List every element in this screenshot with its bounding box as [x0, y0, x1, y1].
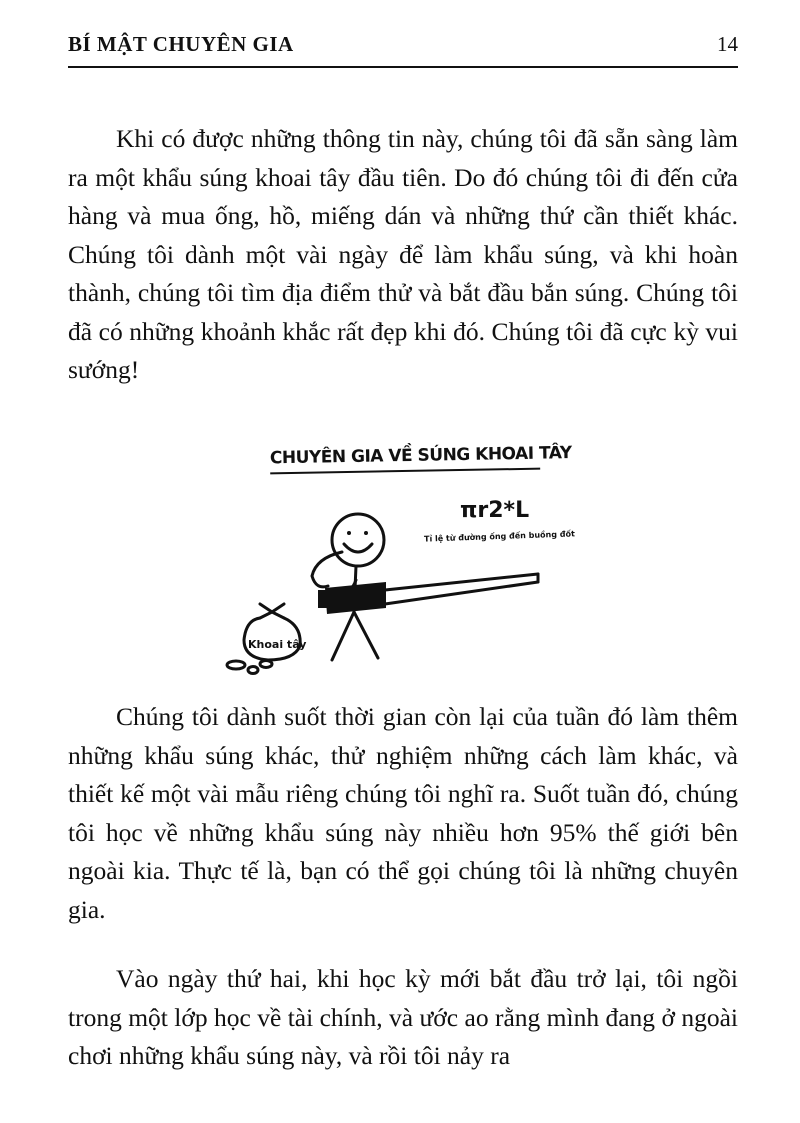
paragraph-1: Khi có được những thông tin này, chúng tôi đã sẵn sàng làm ra một khẩu súng khoai tây đầu tiên. Do đó chúng tôi đi đến cửa hàng và mua ống, hồ, miếng dán và những thứ cần thiết khác. Chúng tôi dành một vài ngày để làm khẩu súng, và khi hoàn thành, chúng tôi tìm địa điểm thử và bắt đầu bắn súng. Chúng tôi đã có những khoảnh khắc rất đẹp khi đó. Chúng tôi đã cực kỳ vui sướng! [68, 124, 738, 384]
stick-figure-head [332, 514, 384, 566]
potato-gun-illustration [220, 440, 575, 680]
illustration-formula: πr2*L [460, 498, 530, 523]
illustration-title: CHUYÊN GIA VỀ SÚNG KHOAI TÂY [270, 444, 540, 475]
page-header [68, 30, 738, 68]
paragraph-2: Chúng tôi dành suốt thời gian còn lại của tuần đó làm thêm những khẩu súng khác, thử nghiệm những cách làm khác, và thiết kế một vài mẫu riêng chúng tôi nghĩ ra. Suốt tuần đó, chúng tôi học về những khẩu súng này nhiều hơn 95% thế giới bên ngoài kia. Thực tế là, bạn có thể gọi chúng tôi là những chuyên gia. [68, 702, 738, 924]
paragraph-3: Vào ngày thứ hai, khi học kỳ mới bắt đầu trở lại, tôi ngồi trong một lớp học về tài chính, và ước ao rằng mình đang ở ngoài chơi những khẩu súng này, và rồi tôi nảy ra [68, 964, 738, 1070]
illustration-ratio-note: Tỉ lệ từ đường ống đến buồng đốt [423, 529, 575, 544]
page-number: 14 [717, 32, 738, 56]
book-title: BÍ MẬT CHUYÊN GIA [68, 32, 294, 56]
potato-bag-label: Khoai tây [248, 638, 307, 651]
